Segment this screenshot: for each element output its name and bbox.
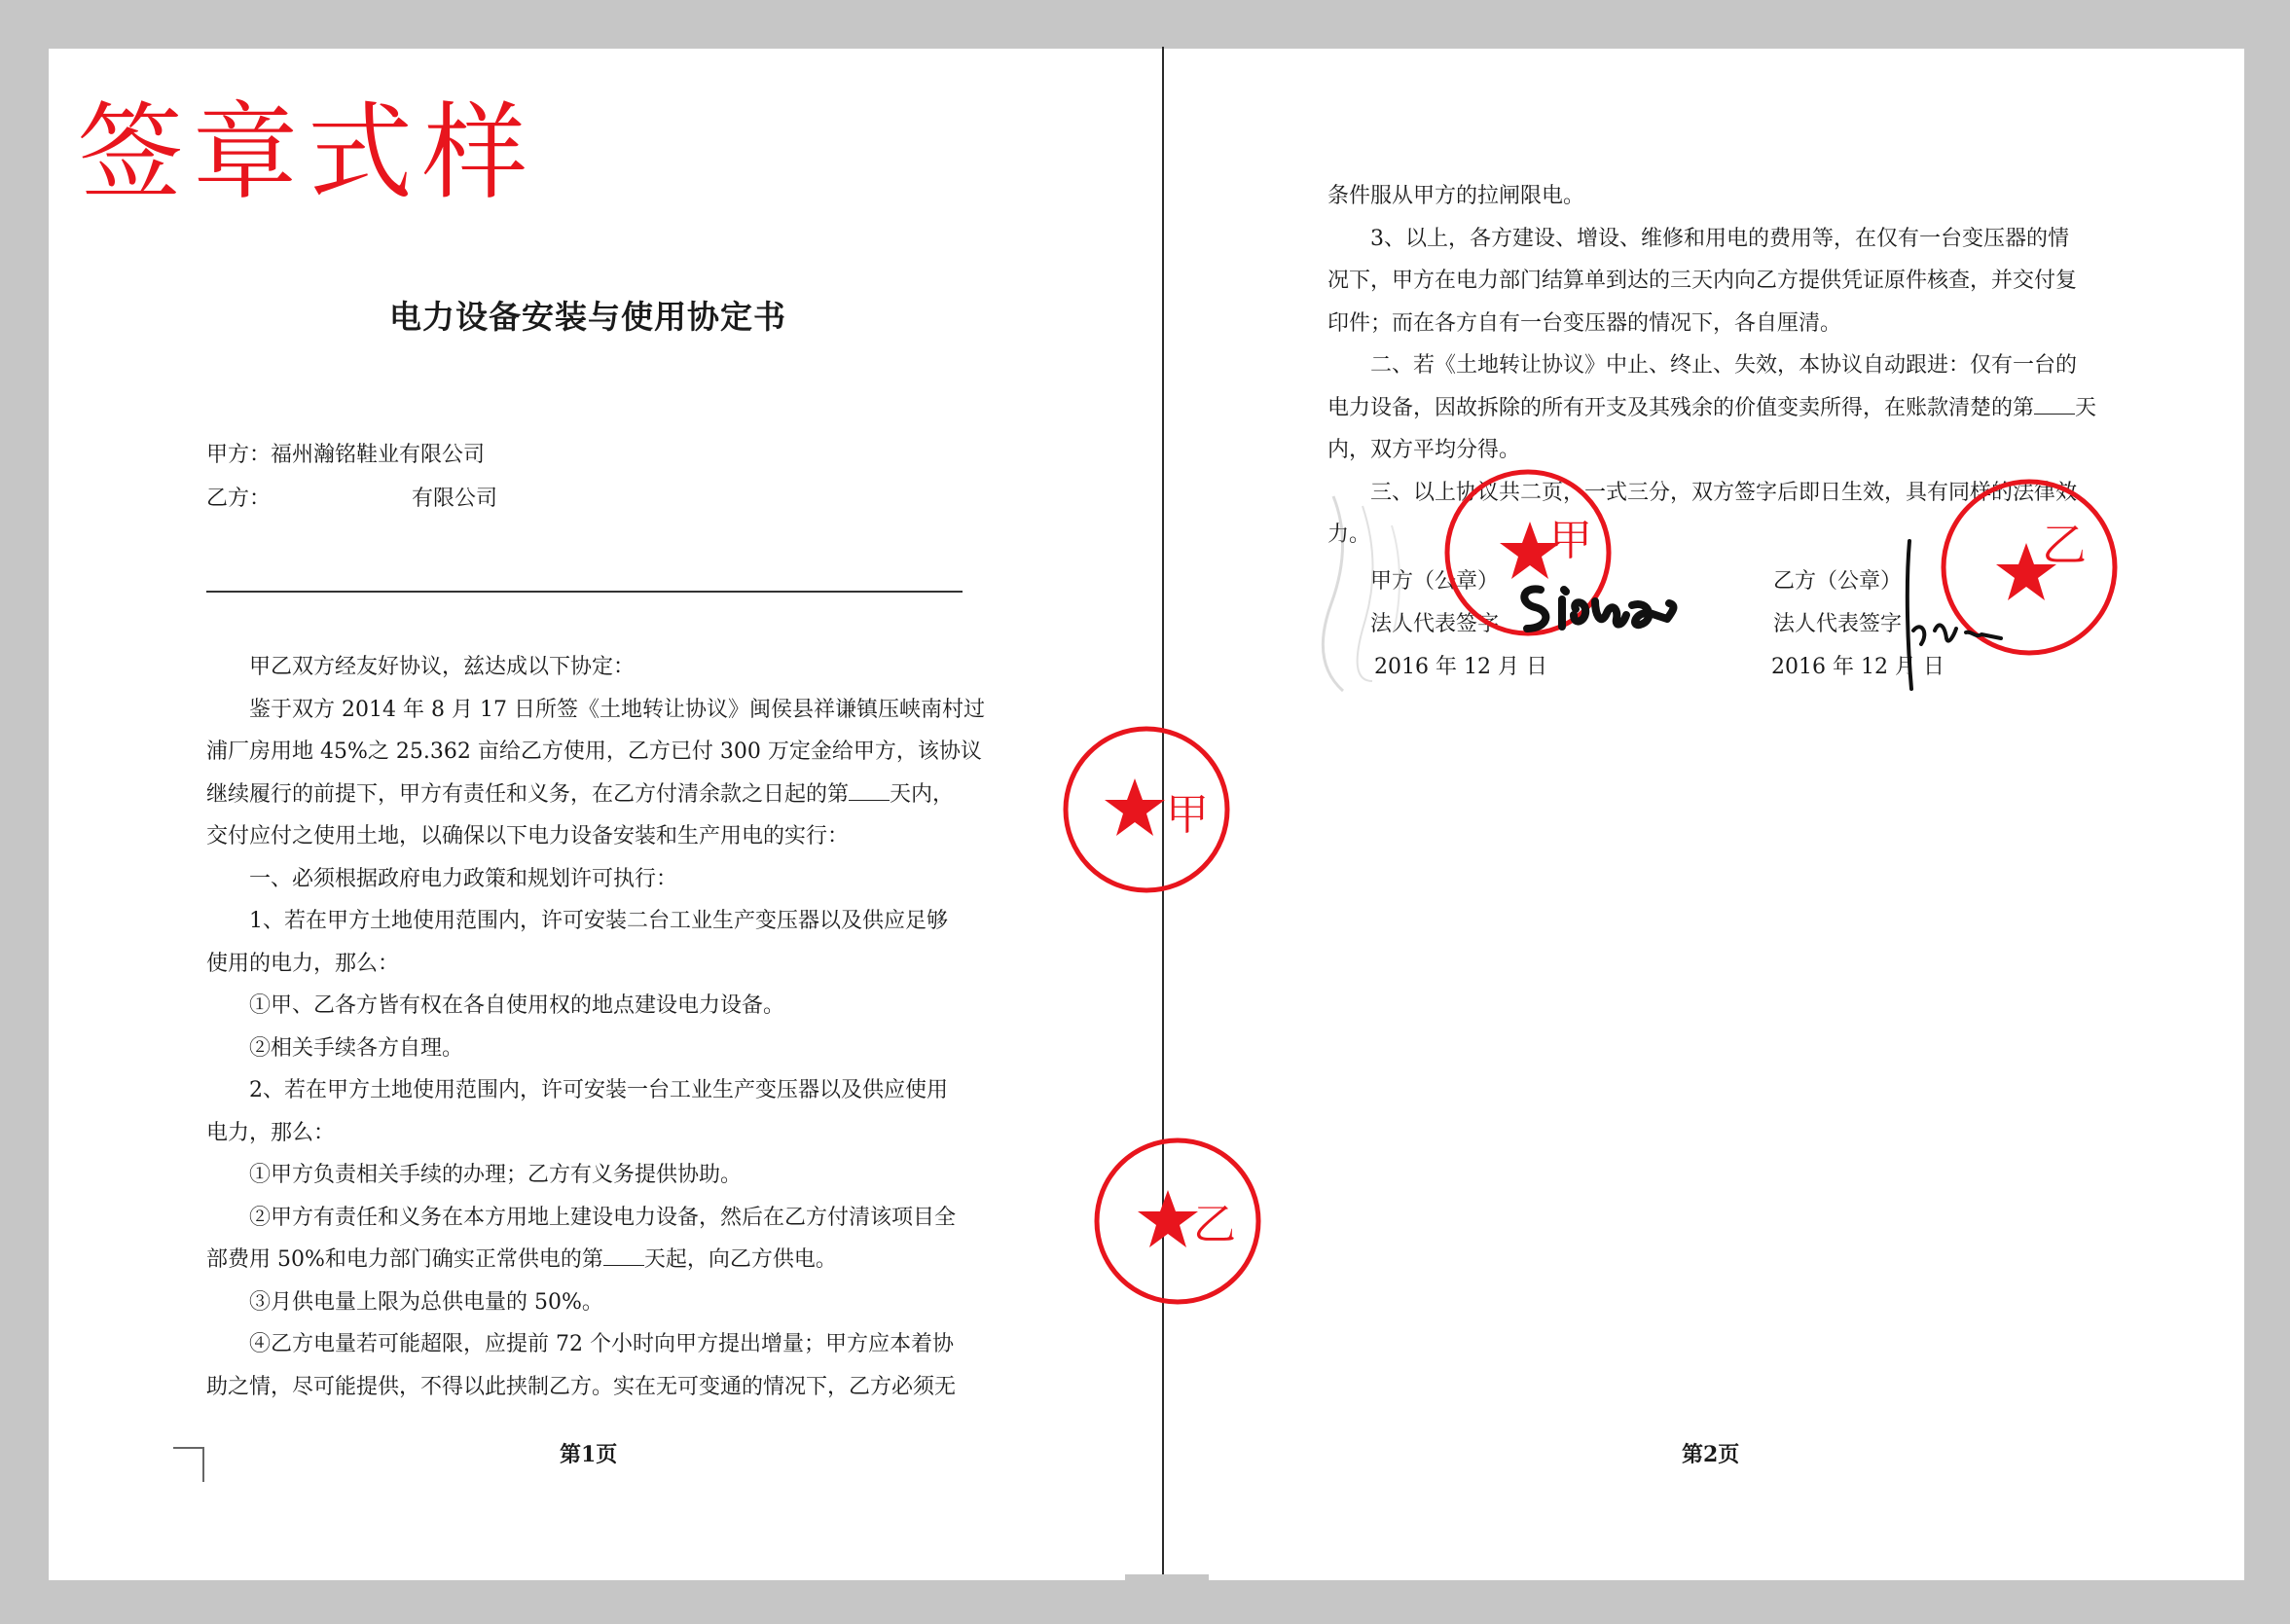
party-a-line: 甲方：福州瀚铭鞋业有限公司 xyxy=(206,443,486,467)
party-b-suffix: 有限公司 xyxy=(412,487,498,511)
body-line-part: 天起，向乙方供电。 xyxy=(643,1247,837,1272)
party-b-seal-label: 乙方（公章） xyxy=(1773,569,1903,594)
svg-text:乙: 乙 xyxy=(2042,519,2087,571)
body-line: 条件服从甲方的拉闸限电。 xyxy=(1327,184,1585,208)
body-line: 浦厂房用地 45%之 25.362 亩给乙方使用，乙方已付 300 万定金给甲方，该协议 xyxy=(206,740,982,764)
party-b-seal-page-edge xyxy=(1090,1134,1265,1309)
body-line: 使用的电力，那么： xyxy=(206,951,400,976)
body-line: ①甲方负责相关手续的办理；乙方有义务提供协助。 xyxy=(249,1163,743,1187)
body-line: ②甲方有责任和义务在本方用地上建设电力设备，然后在乙方付清该项目全 xyxy=(249,1205,957,1230)
page-number-1: 第1页 xyxy=(560,1442,618,1467)
body-line: 1、若在甲方土地使用范围内，许可安装二台工业生产变压器以及供应足够 xyxy=(249,909,948,933)
party-a-seal-label: 甲方（公章） xyxy=(1370,569,1500,594)
body-line: 力。 xyxy=(1327,523,1371,547)
body-line: 三、以上协议共二页，一式三分，双方签字后即日生效，具有同样的法律效 xyxy=(1370,480,2078,505)
body-line: 二、若《土地转让协议》中止、终止、失效，本协议自动跟进：仅有一台的 xyxy=(1370,353,2078,378)
party-b-prefix: 乙方： xyxy=(206,487,272,511)
party-b-date: 2016 年 12 月 日 xyxy=(1771,655,1945,679)
page1-body xyxy=(206,646,985,1408)
document-title: 电力设备安装与使用协定书 xyxy=(389,298,786,336)
blank-underline xyxy=(603,1247,644,1266)
body-line-part: 天内， xyxy=(890,781,955,807)
body-line: 印件；而在各方自有一台变压器的情况下，各自厘清。 xyxy=(1327,310,1842,336)
body-line: ②相关手续各方自理。 xyxy=(249,1035,464,1061)
body-line: 3、以上，各方建设、增设、维修和用电的费用等，在仅有一台变压器的情 xyxy=(1370,226,2069,251)
svg-text:乙: 乙 xyxy=(1193,1200,1236,1249)
body-line: ①甲、乙各方皆有权在各自使用权的地点建设电力设备。 xyxy=(249,993,785,1018)
page-gap xyxy=(1125,1574,1209,1584)
body-line xyxy=(206,1239,985,1281)
body-line-part: 天 xyxy=(2075,395,2097,420)
body-line: 电力，那么： xyxy=(206,1120,336,1145)
body-line: 甲乙双方经友好协议，兹达成以下协定： xyxy=(249,655,636,679)
body-line-part: 电力设备，因故拆除的所有开支及其残余的价值变卖所得，在账款清楚的第 xyxy=(1327,395,2035,420)
crop-mark xyxy=(173,1447,204,1482)
party-b-line xyxy=(206,482,497,512)
horizontal-rule xyxy=(206,591,963,593)
svg-text:甲: 甲 xyxy=(1166,790,1209,840)
body-line: 鉴于双方 2014 年 8 月 17 日所签《土地转让协议》闽侯县祥谦镇压峡南村过 xyxy=(249,697,985,722)
party-b-signature xyxy=(1892,537,2009,693)
body-line: ③月供电量上限为总供电量的 50%。 xyxy=(249,1289,603,1315)
body-line-part: 部费用 50%和电力部门确实正常供电的第 xyxy=(206,1247,603,1272)
body-line: 况下，甲方在电力部门结算单到达的三天内向乙方提供凭证原件核查，并交付复 xyxy=(1327,269,2078,293)
body-line: 一、必须根据政府电力政策和规划许可执行： xyxy=(249,866,678,891)
party-b-legal-rep-label: 法人代表签字 xyxy=(1773,612,1903,636)
faint-stamp-smudge xyxy=(1314,487,1431,701)
page-number-2: 第2页 xyxy=(1682,1442,1740,1467)
body-line-part: 继续履行的前提下，甲方有责任和义务，在乙方付清余款之日起的第 xyxy=(206,781,850,807)
party-a-date: 2016 年 12 月 日 xyxy=(1374,655,1547,679)
body-line: 交付应付之使用土地，以确保以下电力设备安装和生产用电的实行： xyxy=(206,824,850,848)
blank-underline xyxy=(2034,396,2075,415)
sample-watermark-label: 签章式样 xyxy=(78,92,538,214)
body-line: 2、若在甲方土地使用范围内，许可安装一台工业生产变压器以及供应使用 xyxy=(249,1078,948,1102)
party-a-seal-page-edge xyxy=(1059,722,1234,897)
body-line xyxy=(206,774,985,816)
blank-underline xyxy=(849,782,890,801)
party-a-signature xyxy=(1513,572,1684,640)
body-line xyxy=(1327,387,2096,430)
body-line: 内，双方平均分得。 xyxy=(1327,438,1521,462)
body-line: 助之情，尽可能提供，不得以此挟制乙方。实在无可变通的情况下，乙方必须无 xyxy=(206,1374,957,1399)
svg-text:甲: 甲 xyxy=(1549,516,1592,565)
body-line: ④乙方电量若可能超限，应提前 72 个小时向甲方提出增量；甲方应本着协 xyxy=(249,1332,954,1356)
party-a-legal-rep-label: 法人代表签字 xyxy=(1370,612,1500,636)
